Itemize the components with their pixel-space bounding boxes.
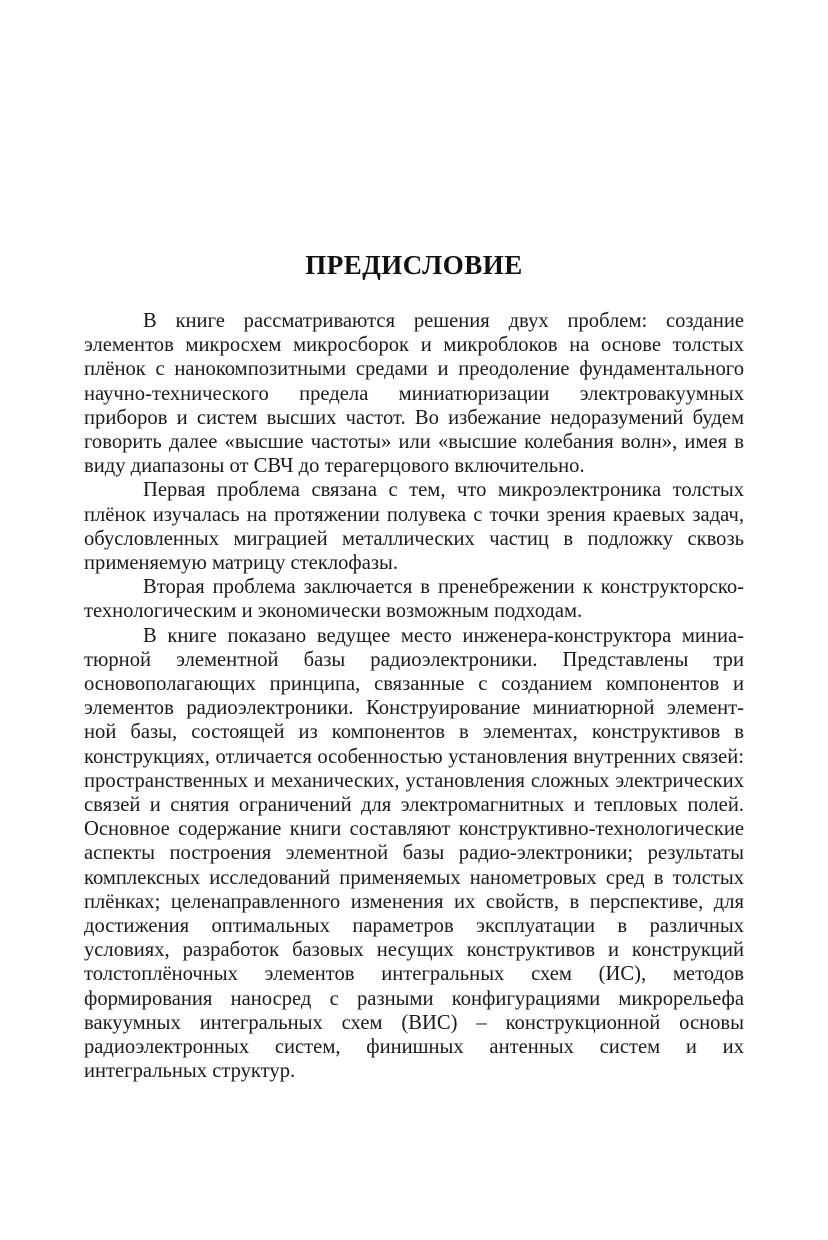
- paragraph-4: В книге показано ведущее место инженера-конструктора миниа-тюрной элементной базы радиоэлектроники. Представлены три основополагающих принципа, связанные с созданием компонентов и элементов радиоэлектроники. Конструирование миниатюрной элемент-ной базы, состоящей из компонентов в элементах, конструктивов в конструкциях, отличается особенностью установления внутренних связей: пространственных и механических, установления сложных электрических связей и снятия ограничений для электромагнитных и тепловых полей. Основное содержание книги составляют конструктивно-технологические аспекты построения элементной базы радио-электроники; результаты комплексных исследований применяемых нанометровых сред в толстых плёнках; целенаправленного изменения их свойств, в перспективе, для достижения оптимальных параметров эксплуатации в различных условиях, разработок базовых несущих конструктивов и конструкций толстоплёночных элементов интегральных схем (ИС), методов формирования наносред с разными конфигурациями микрорельефа вакуумных интегральных схем (ВИС) – конструкционной основы радиоэлектронных систем, финишных антенных систем и их интегральных структур.: [84, 624, 744, 1083]
- paragraph-3: Вторая проблема заключается в пренебрежении к конструкторско-технологическим и экономически возможным подходам.: [84, 576, 744, 623]
- preface-body: [84, 309, 744, 1084]
- page-title: ПРЕДИСЛОВИЕ: [305, 250, 523, 280]
- paragraph-2: Первая проблема связана с тем, что микроэлектроника толстых плёнок изучалась на протяжении полувека с точки зрения краевых задач, обусловленных миграцией металлических частиц в подложку сквозь применяемую матрицу стеклофазы.: [84, 479, 744, 575]
- paragraph-1: В книге рассматриваются решения двух проблем: создание элементов микросхем микросборок и микроблоков на основе толстых плёнок с нанокомпозитными средами и преодоление фундаментального научно-технического предела миниатюризации электровакуумных приборов и систем высших частот. Во избежание недоразумений будем говорить далее «высшие частоты» или «высшие колебания волн», имея в виду диапазоны от СВЧ до терагерцового включительно.: [84, 310, 744, 478]
